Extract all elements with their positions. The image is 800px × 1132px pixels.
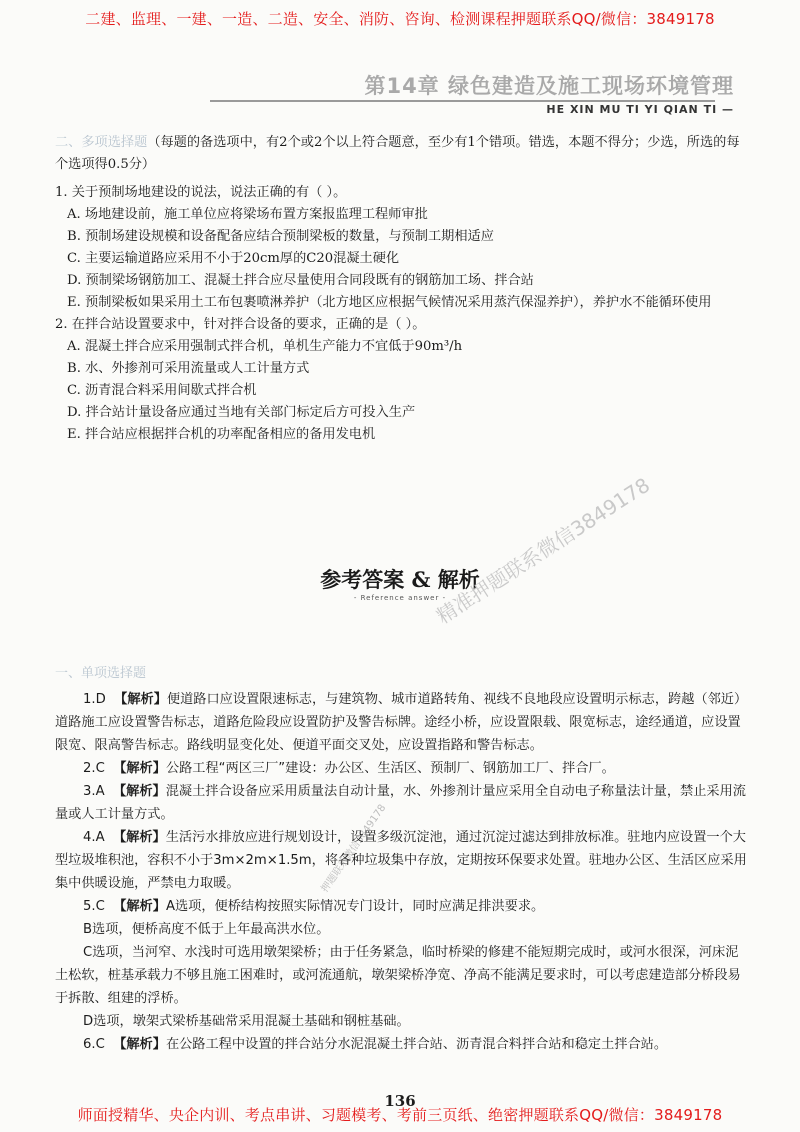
page-number: 136 (384, 1092, 416, 1110)
answer-num: 1.D (83, 692, 106, 707)
analysis-tag: 【解析】 (113, 1037, 166, 1052)
question-2-option-e: E. 拌合站应根据拌合机的功率配备相应的备用发电机 (67, 427, 376, 442)
analysis-tag: 【解析】 (113, 830, 166, 845)
answer-text: 混凝土拌合设备应采用质量法自动计量，水、外掺剂计量应采用全自动电子称量法计量，禁止采用流量或人工计量方式。 (55, 784, 746, 822)
watermark: 精准押题联系微信3849178 (432, 472, 655, 629)
question-1-option-e: E. 预制梁板如果采用土工布包裹喷淋养护（北方地区应根据气候情况采用蒸汽保湿养护），养护水不能循环使用 (67, 295, 712, 310)
question-2-option-a: A. 混凝土拌合应采用强制式拌合机，单机生产能力不宜低于90m³/h (67, 339, 463, 354)
section2-intro (55, 132, 750, 176)
question-1-option-a: A. 场地建设前，施工单位应将梁场布置方案报监理工程师审批 (67, 207, 428, 222)
question-1-option-c: C. 主要运输道路应采用不小于20cm厚的C20混凝土硬化 (67, 251, 400, 266)
answer-num: 6.C (83, 1037, 105, 1052)
answer-5-c: C选项，当河窄、水浅时可选用墩架梁桥；由于任务紧急，临时桥梁的修建不能短期完成时，或河水很深，河床泥土松软，桩基承载力不够且施工困难时，或河流通航，墩架梁桥净宽、净高不能满足要求时，可以考虑建造部分桥段易于拆散、组建的浮桥。 (55, 945, 741, 1006)
answer-5-b: B选项，便桥高度不低于上年最高洪水位。 (83, 922, 330, 937)
answer-num: 2.C (83, 761, 105, 776)
chapter-title: 第14章 绿色建造及施工现场环境管理 (364, 74, 734, 98)
answer-item-4 (55, 826, 750, 895)
section1-title: 一、单项选择题 (55, 666, 147, 681)
answer-item-1 (55, 688, 750, 757)
answer-text: 生活污水排放应进行规划设计，设置多级沉淀池，通过沉淀过滤达到排放标准。驻地内应设置一个大型垃圾堆积池，容积不小于3m×2m×1.5m，将各种垃圾集中存放，定期按环保要求处置。驻地办公区、生活区应采用集中供暖设施，严禁电力取暖。 (55, 830, 747, 891)
answer-section-title: 参考答案 & 解析 (320, 567, 480, 592)
question-1-stem: 1. 关于预制场地建设的说法，说法正确的有（ ）。 (55, 185, 347, 200)
answer-list (55, 688, 750, 1056)
question-1-option-b: B. 预制场建设规模和设备配备应结合预制梁板的数量，与预制工期相适应 (67, 229, 494, 244)
answer-item-2 (55, 757, 750, 780)
watermark-small: 押题联系微信3849178 (319, 802, 389, 895)
analysis-tag: 【解析】 (113, 761, 166, 776)
answer-section-subtitle: - Reference answer - (353, 594, 447, 602)
answer-num: 4.A (83, 830, 105, 845)
answer-text: A选项，便桥结构按照实际情况专门设计，同时应满足排洪要求。 (165, 899, 545, 914)
question-2-option-d: D. 拌合站计量设备应通过当地有关部门标定后方可投入生产 (67, 405, 416, 420)
answer-text: 便道路口应设置限速标志，与建筑物、城市道路转角、视线不良地段应设置明示标志，跨越（邻近）道路施工应设置警告标志，道路危险段应设置防护及警告标牌。途经小桥，应设置限载、限宽标志，途经通道，应设置限宽、限高警告标志。路线明显变化处、便道平面交叉处，应设置指路和警告标志。 (55, 692, 748, 753)
question-list (55, 182, 750, 446)
bottom-banner: 师面授精华、央企内训、考点串讲、习题模考、考前三页纸、绝密押题联系QQ/微信：3849178 (77, 1106, 723, 1124)
answer-item-5 (55, 895, 750, 918)
section2-desc: （每题的备选项中，有2个或2个以上符合题意，至少有1个错项。错选，本题不得分；少选，所选的每个选项得0.5分） (55, 135, 740, 172)
section2-title: 二、多项选择题 (55, 135, 148, 150)
question-1-option-d: D. 预制梁场钢筋加工、混凝土拌合应尽量使用合同段既有的钢筋加工场、拌合站 (67, 273, 534, 288)
answer-item-6 (55, 1033, 750, 1056)
analysis-tag: 【解析】 (113, 784, 166, 799)
question-2-stem: 2. 在拌合站设置要求中，针对拌合设备的要求，正确的是（ ）。 (55, 317, 426, 332)
answer-num: 5.C (83, 899, 105, 914)
answer-item-3 (55, 780, 750, 826)
chapter-subtitle: HE XIN MU TI YI QIAN TI — (546, 103, 734, 116)
answer-text: 在公路工程中设置的拌合站分水泥混凝土拌合站、沥青混合料拌合站和稳定土拌合站。 (165, 1037, 668, 1052)
answer-num: 3.A (83, 784, 105, 799)
question-2-option-b: B. 水、外掺剂可采用流量或人工计量方式 (67, 361, 310, 376)
answer-text: 公路工程“两区三厂”建设：办公区、生活区、预制厂、钢筋加工厂、拌合厂。 (165, 761, 615, 776)
question-2-option-c: C. 沥青混合料采用间歇式拌合机 (67, 383, 257, 398)
analysis-tag: 【解析】 (113, 899, 166, 914)
analysis-tag: 【解析】 (114, 692, 167, 707)
top-banner: 二建、监理、一建、一造、二造、安全、消防、咨询、检测课程押题联系QQ/微信：3849178 (85, 10, 715, 28)
answer-5-d: D选项，墩架式梁桥基础常采用混凝土基础和钢桩基础。 (83, 1014, 410, 1029)
header-rule (210, 100, 715, 102)
